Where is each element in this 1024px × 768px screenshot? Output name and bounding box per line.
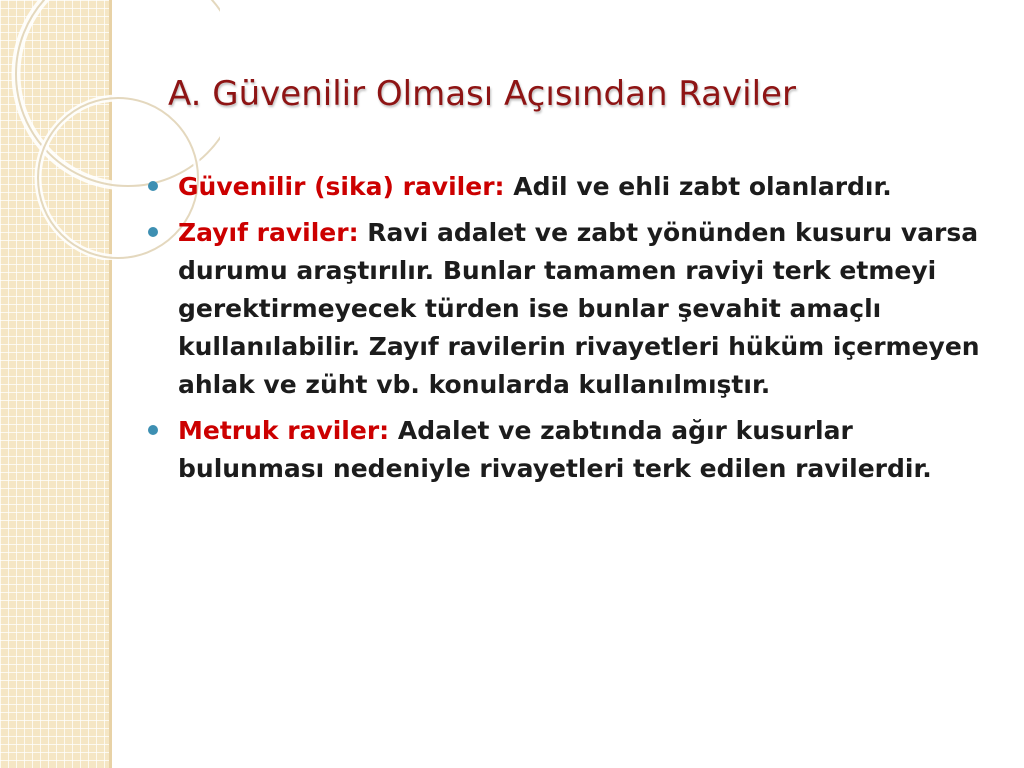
item-text: Ravi adalet ve zabt yönünden kusuru varsa durumu araştırılır. Bunlar tamamen raviyi terk etmeyi gerektirmeyecek türden ise bunlar şevahit amaçlı kullanılabilir. Zayıf ravilerin rivayetleri hüküm içermeyen ahlak ve züht vb. konularda kullanılmıştır. <box>178 218 980 399</box>
item-text: Adalet ve zabtında ağır kusurlar bulunması nedeniyle rivayetleri terk edilen ravilerdir. <box>178 416 932 483</box>
slide-title: A. Güvenilir Olması Açısından Raviler <box>168 74 796 114</box>
item-text: Adil ve ehli zabt olanlardır. <box>513 172 892 201</box>
item-term: Güvenilir (sika) raviler: <box>178 172 514 201</box>
list-item <box>148 412 998 488</box>
bullet-dot-icon <box>148 425 158 435</box>
bullet-dot-icon <box>148 227 158 237</box>
item-term: Metruk raviler: <box>178 416 398 445</box>
list-item <box>148 168 998 206</box>
item-term: Zayıf raviler: <box>178 218 368 247</box>
decorative-side-band <box>0 0 112 768</box>
bullet-list <box>148 168 998 496</box>
bullet-dot-icon <box>148 181 158 191</box>
list-item <box>148 214 998 404</box>
